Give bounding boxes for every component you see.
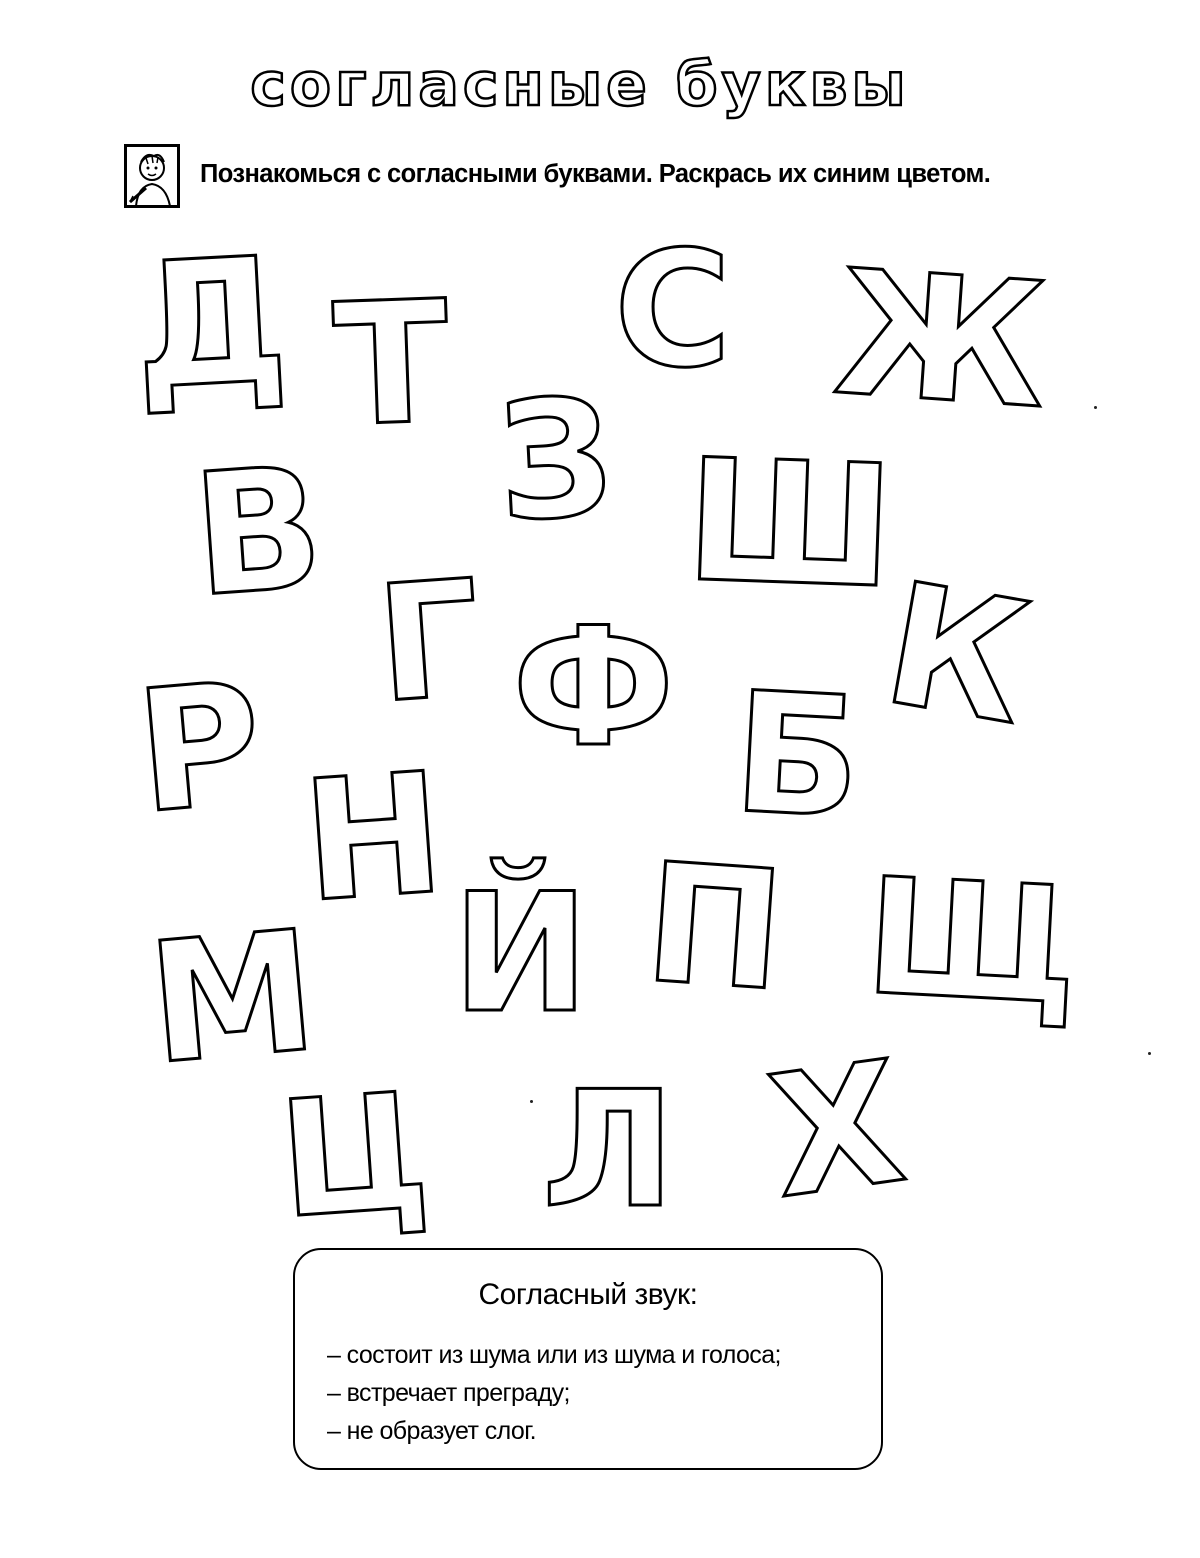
letter-r: Р [129,645,270,851]
letter-f: Ф [512,592,675,783]
letter-k: К [872,545,1042,763]
letter-kh: Х [758,1023,915,1237]
letter-l: Л [542,1056,675,1243]
letter-d: Д [128,219,293,428]
rule-list [327,1336,781,1450]
page-title: согласные буквы [250,50,910,120]
letter-y-short: Й [452,858,590,1049]
rule-item: – встречает преграду; [327,1379,570,1407]
child-with-pencil-icon [124,144,180,208]
scan-speck [1094,406,1097,409]
scan-speck [530,1100,533,1103]
letter-v: В [187,429,329,635]
scan-speck [1148,1052,1151,1055]
rule-heading: Согласный звук: [478,1278,698,1311]
letter-t: Т [330,264,452,464]
consonant-rule-box [293,1248,883,1470]
rule-item: – состоит из шума или из шума и голоса; [327,1341,781,1369]
letter-p: П [639,827,790,1028]
rule-item: – не образует слог. [327,1417,537,1445]
letter-b: Б [729,656,866,857]
letter-g: Г [371,544,487,739]
letter-z: З [493,364,618,558]
letter-n: Н [297,737,450,940]
letter-m: М [141,895,324,1102]
letter-shch: Щ [861,842,1083,1041]
letter-zh: Ж [829,231,1054,448]
task-instruction: Познакомься с согласными буквами. Раскрась их синим цветом. [200,160,991,188]
letter-s: С [614,216,732,403]
letter-ts: Ц [273,1057,435,1254]
letter-sh: Ш [682,422,897,626]
